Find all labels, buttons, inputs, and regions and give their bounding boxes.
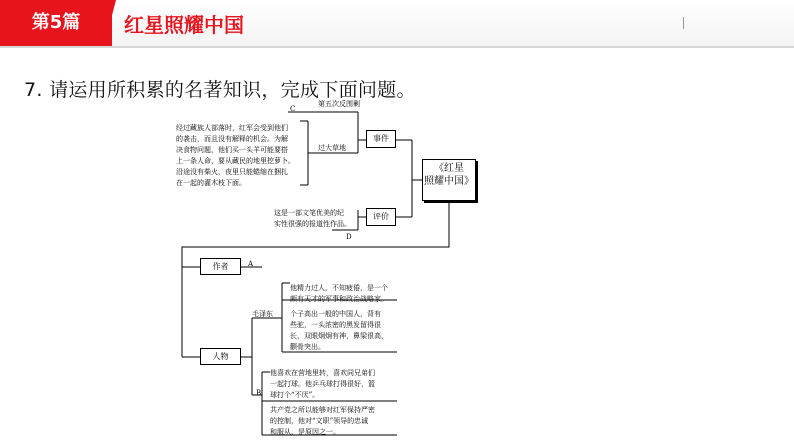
question-text: 7. 请运用所积累的名著知识，完成下面问题。 — [24, 79, 416, 101]
center-line-1: 《红星 — [434, 163, 464, 174]
text-line: 个子高出一般的中国人，背有 — [290, 310, 381, 318]
text-line: 颇有天才的军事和政治战略家。 — [290, 295, 388, 303]
blank-b: B — [256, 389, 262, 397]
event-node: 事件 — [366, 130, 396, 148]
b-text-1 — [270, 368, 398, 401]
text-line: 上一条人命，要从藏民的地里挖萝卜。 — [176, 157, 295, 165]
b-text-2 — [270, 405, 398, 438]
text-line: 实性很强的报道性作品。 — [274, 220, 351, 228]
text-line: 这是一部文笔优美的纪 — [274, 209, 344, 217]
text-line: 长，双眼炯炯有神，鼻梁很高， — [290, 332, 388, 340]
text-line: 在一起的灌木枝下面。 — [176, 179, 246, 187]
review-text — [274, 208, 364, 230]
text-line: 沿途没有柴火，夜里只能蜷缩在捆扎 — [176, 168, 288, 176]
book-title: 红星照耀中国 — [124, 13, 244, 37]
mao-label: 毛泽东 — [252, 310, 273, 318]
text-line: 共产党之所以能够对红军保持严密 — [270, 406, 375, 414]
text-line: 的袭击，而且没有解释的机会。为解 — [176, 135, 288, 143]
center-node — [422, 159, 476, 201]
grassland-text — [176, 123, 304, 189]
siege-label: 第五次反围剿 — [318, 100, 360, 108]
grassland-label: 过大草地 — [318, 144, 346, 152]
text-line: 的控制，他对“文职”领导的忠诚 — [270, 417, 369, 425]
blank-d: D — [346, 233, 352, 241]
text-line: 他喜欢在营地里转，喜欢同兄弟们 — [270, 369, 375, 377]
chapter-badge: 第5篇 — [0, 0, 112, 46]
review-node: 评价 — [366, 208, 396, 226]
center-line-2: 照耀中国》 — [424, 176, 474, 187]
text-line: 决食物问题，他们买一头羊可能要搭 — [176, 146, 288, 154]
text-line: 些驼，一头浓密的黑发留得很 — [290, 321, 381, 329]
characters-node: 人物 — [200, 348, 241, 365]
mao-text-1 — [290, 283, 400, 305]
text-line: 球打个“不厌”。 — [270, 391, 320, 399]
text-line: 他精力过人，不知疲倦，是一个 — [290, 284, 388, 292]
text-line: 和服从，是原因之一。 — [270, 428, 340, 436]
text-line: 经过藏族人部落时，红军会受到他们 — [176, 124, 288, 132]
author-node: 作者 — [200, 258, 241, 275]
mao-text-2 — [290, 309, 400, 353]
blank-a: A — [248, 260, 254, 268]
blank-c: C — [290, 105, 296, 113]
text-line: 颧骨突出。 — [290, 343, 325, 351]
text-line: 一起打球。他乒乓球打得很好，篮 — [270, 380, 375, 388]
